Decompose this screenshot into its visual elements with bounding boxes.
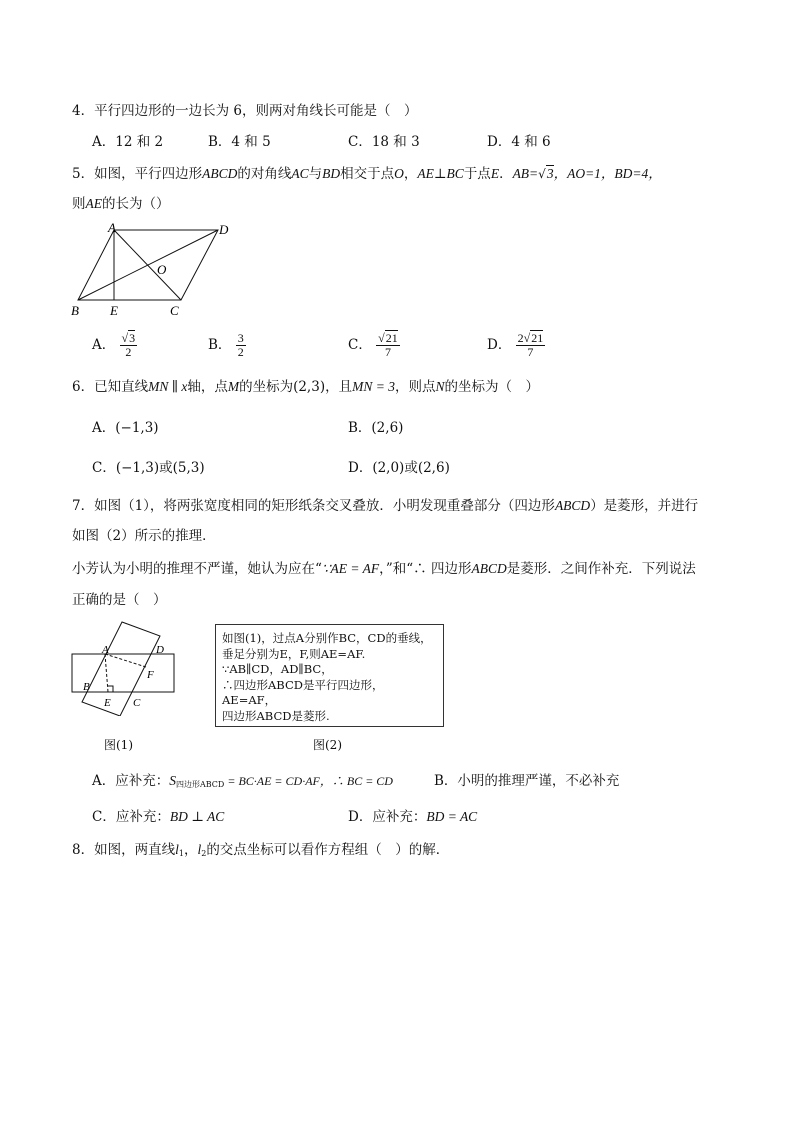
q5-parallelogram-figure <box>66 220 236 320</box>
label-d: D <box>156 644 164 656</box>
q7-stem-line3: 小芳认为小明的推理不严谨，她认为应在“∵AE = AF，”和“∴ 四边形ABCD是菱形．之间作补充．下列说法 <box>72 561 696 577</box>
reasoning-line-6: 四边形ABCD是菱形. <box>222 708 330 723</box>
right-angle-mark <box>108 686 113 692</box>
q7-reasoning-box <box>215 624 444 727</box>
q6-stem: 6．已知直线MN ∥ x轴，点M的坐标为(2,3)，且MN = 3，则点N的坐标为（ ） <box>72 379 539 395</box>
reasoning-line-3: ∵AB∥CD，AD∥BC， <box>222 662 333 676</box>
label-a: A <box>102 644 109 656</box>
diagonal-bd <box>78 230 218 300</box>
q6-option-b: B．(2,6) <box>348 420 404 436</box>
label-e: E <box>110 303 118 318</box>
label-b: B <box>71 303 79 318</box>
reasoning-line-1: 如图(1)，过点A分别作BC，CD的垂线， <box>222 631 432 645</box>
q7-figure-1-caption: 图(1) <box>104 738 133 752</box>
q7-stem-line1: 7．如图（1），将两张宽度相同的矩形纸条交叉叠放．小明发现重叠部分（四边形ABCD）是菱形，并进行 <box>72 498 699 514</box>
label-o: O <box>157 262 167 277</box>
q5-option-c: C． $\frac{√21}{7}$ <box>348 331 398 359</box>
label-a: A <box>108 220 116 235</box>
q7-option-c: C．应补充：BD ⊥ AC <box>92 809 225 825</box>
q6-option-d: D．(2,0)或(2,6) <box>348 460 450 476</box>
q4-stem: 4．平行四边形的一边长为 6，则两对角线长可能是（ ） <box>72 103 418 119</box>
q4-option-d: D．4 和 6 <box>487 134 551 150</box>
q4-option-c: C．18 和 3 <box>348 134 420 150</box>
q6-option-a: A．(−1,3) <box>92 420 159 436</box>
label-c: C <box>133 697 141 709</box>
q4-option-a: A．12 和 2 <box>92 134 164 150</box>
q7-option-a: A．应补充：$S_{四边形ABCD} = BC\cdot AE = CD\cdot AF$，∴ BC = CD <box>92 773 393 789</box>
q5-option-d: D． $\frac{2√21}{7}$ <box>487 331 544 359</box>
reasoning-line-2: 垂足分别为E，F,则AE=AF. <box>222 646 366 661</box>
label-f: F <box>147 669 154 681</box>
q7-option-d: D．应补充：BD = AC <box>348 809 478 825</box>
perpendicular-ae <box>105 654 108 692</box>
q8-stem: 8．如图，两直线$l_1$，$l_2$的交点坐标可以看作方程组（ ）的解． <box>72 842 450 858</box>
q7-option-b: B．小明的推理严谨，不必补充 <box>434 773 620 789</box>
q5-option-a: A． $\frac{√3}{2}$ <box>92 331 136 359</box>
q5-stem-line1: 5．如图，平行四边形ABCD的对角线AC与BD相交于点O，AE⊥BC于点E．AB=√3，AO=1，BD=4， <box>72 166 662 182</box>
label-e: E <box>104 697 111 709</box>
q7-figure-1 <box>66 620 178 716</box>
reasoning-line-4: ∴四边形ABCD是平行四边形， <box>222 677 384 692</box>
perpendicular-af <box>105 654 146 667</box>
reasoning-line-5: AE=AF， <box>222 693 277 707</box>
q7-stem-line2: 如图（2）所示的推理． <box>72 528 216 544</box>
label-c: C <box>170 303 179 318</box>
q4-option-b: B．4 和 5 <box>208 134 271 150</box>
label-d: D <box>219 222 229 237</box>
q7-figure-2-caption: 图(2) <box>313 738 342 752</box>
q5-stem-line2: 则AE的长为（） <box>72 196 170 212</box>
q7-stem-line4: 正确的是（ ） <box>72 592 167 608</box>
q5-option-b: B． $\frac{3}{2}$ <box>208 331 244 359</box>
q6-option-c: C．(−1,3)或(5,3) <box>92 460 205 476</box>
label-b: B <box>83 681 90 693</box>
